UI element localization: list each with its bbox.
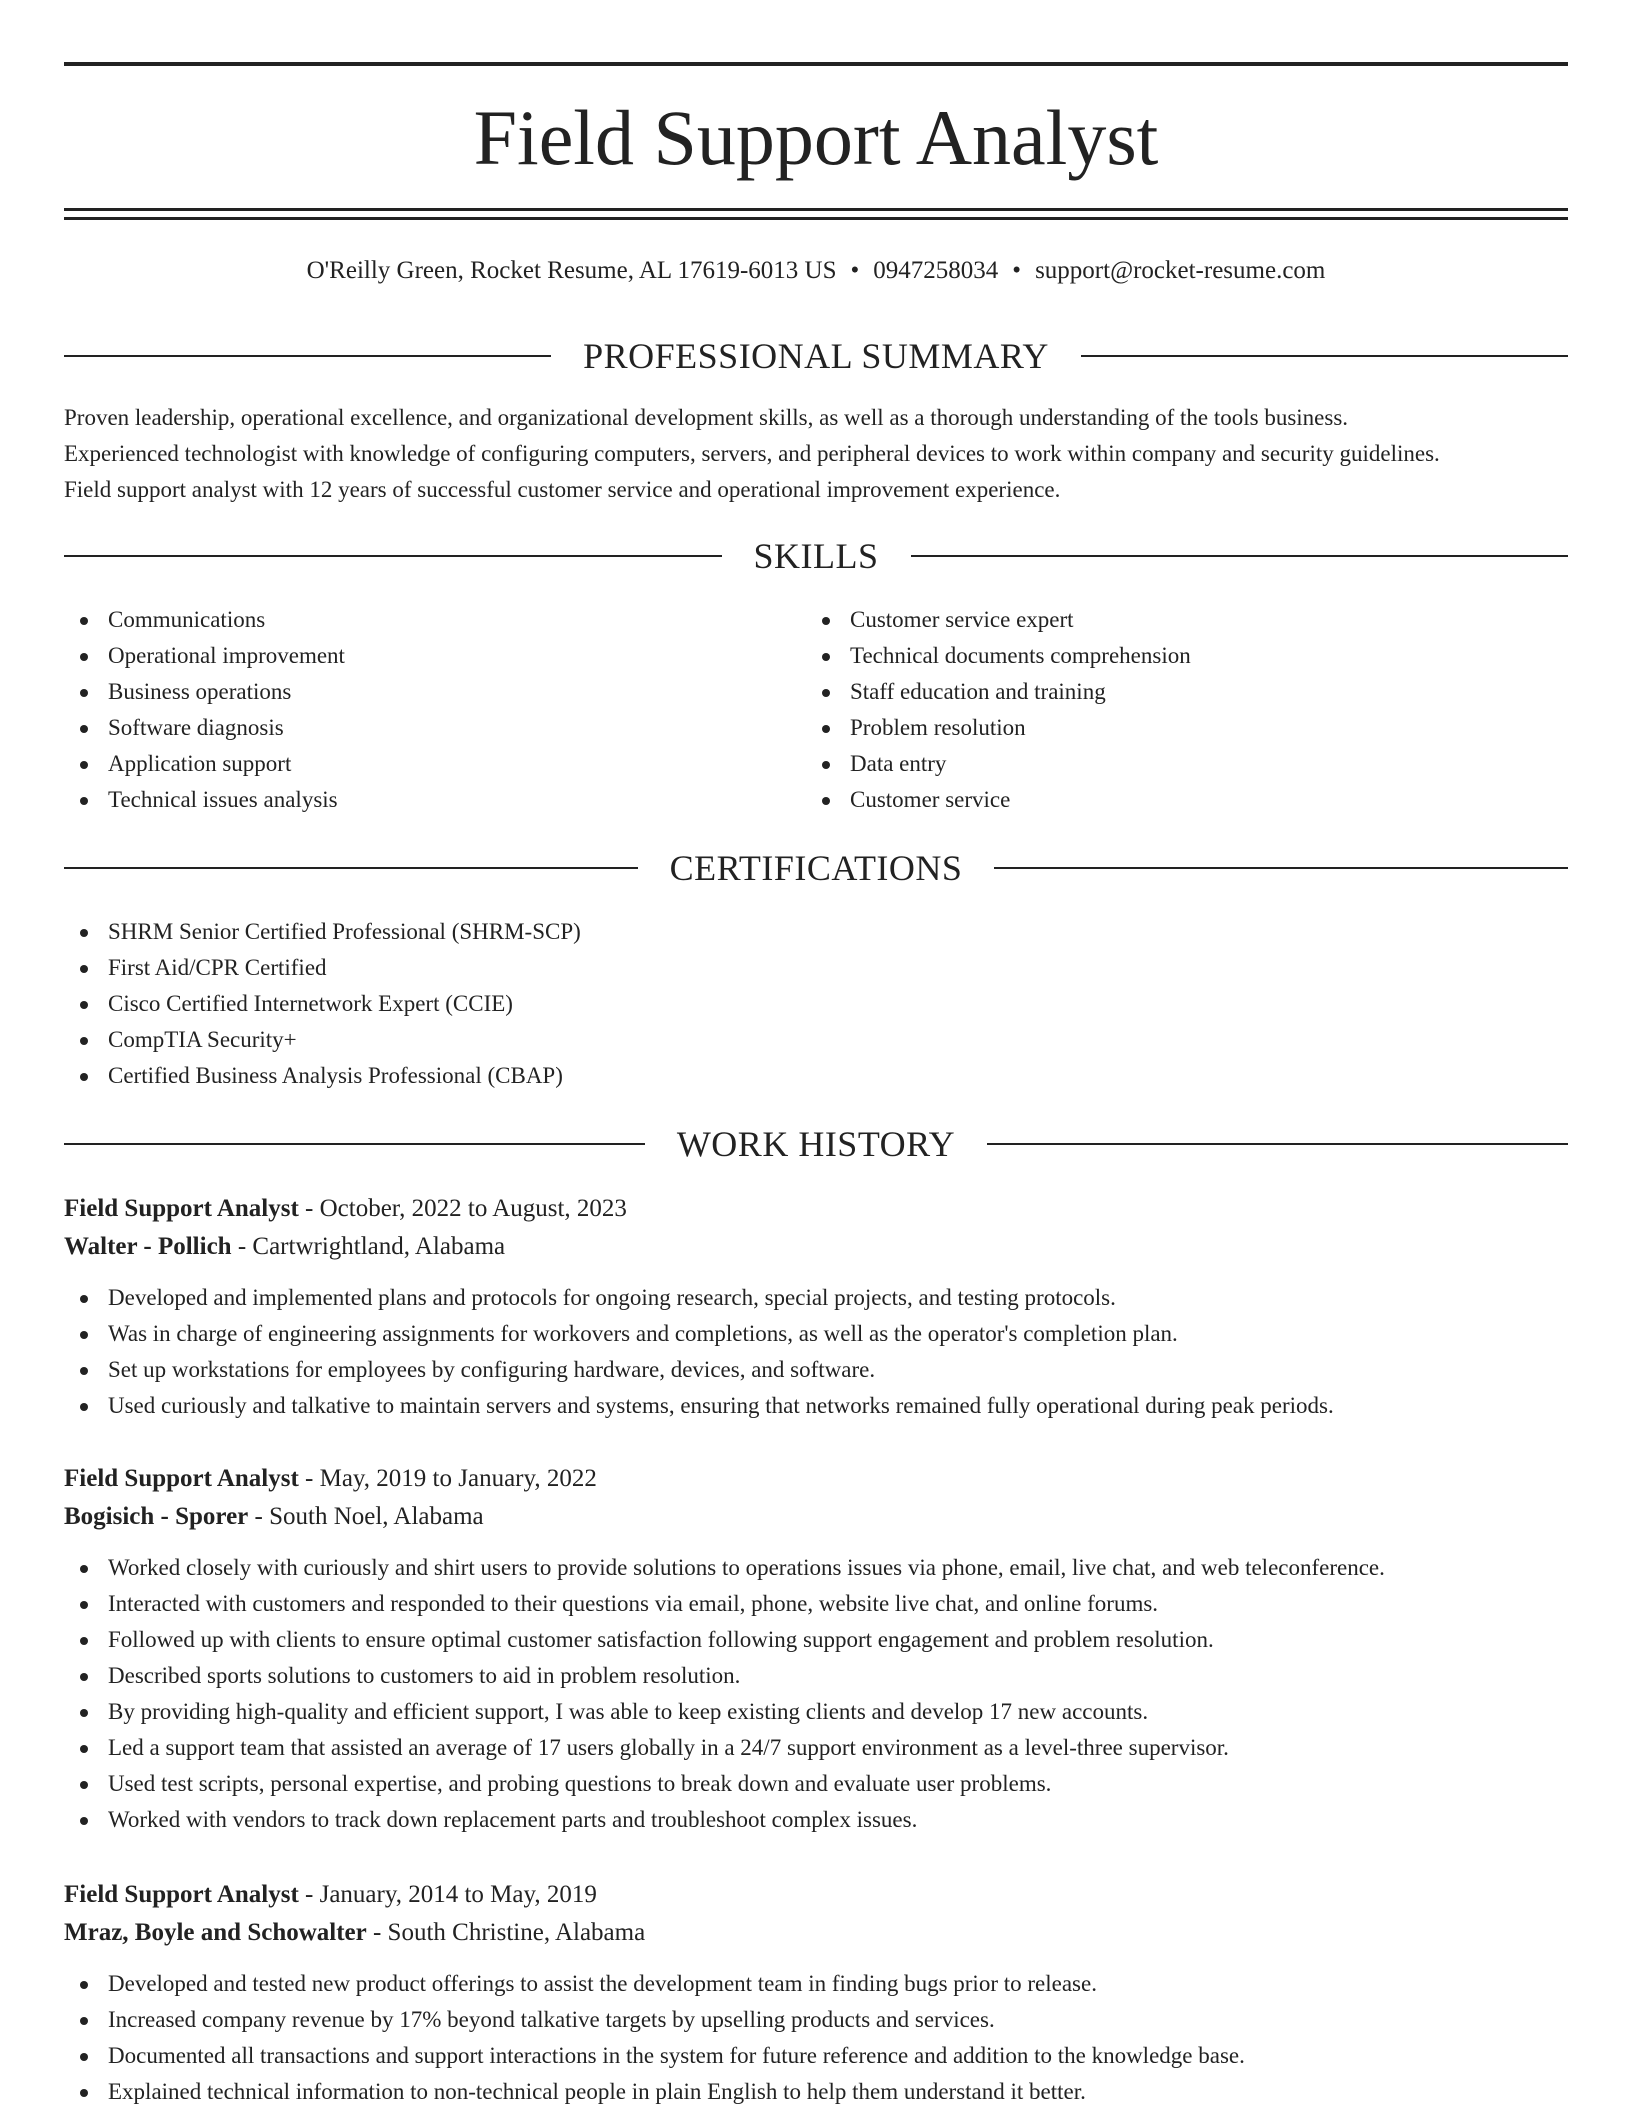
contact-separator: •: [1012, 257, 1022, 284]
section-rule: [64, 1143, 645, 1145]
certifications-section-header: [64, 846, 1568, 890]
job-bullet: Was in charge of engineering assignments for workovers and completions, as well as the operator's completion plan.: [64, 1316, 1568, 1352]
job-bullet: Developed and tested new product offerings to assist the development team in finding bugs prior to release.: [64, 1966, 1568, 2002]
job-title-line: [64, 1876, 1568, 1914]
job-bullet: Worked closely with curiously and shirt users to provide solutions to operations issues via phone, email, live chat, and web teleconference.: [64, 1550, 1568, 1586]
job-location: - Cartwrightland, Alabama: [231, 1233, 506, 1260]
certification-item: First Aid/CPR Certified: [64, 950, 1568, 986]
job-bullets: [64, 1280, 1568, 1424]
skill-item: Customer service expert: [806, 602, 1546, 638]
skills-section-header: [64, 534, 1568, 578]
job-bullets: [64, 1550, 1568, 1838]
certification-item: Cisco Certified Internetwork Expert (CCIE): [64, 986, 1568, 1022]
job-bullet: Increased company revenue by 17% beyond talkative targets by upselling products and services.: [64, 2002, 1568, 2038]
header-top-rule: [64, 62, 1568, 66]
section-rule: [64, 867, 638, 869]
section-rule: [987, 1143, 1568, 1145]
job-company: Walter - Pollich: [64, 1233, 232, 1260]
job-dates: - January, 2014 to May, 2019: [298, 1881, 597, 1908]
contact-address: O'Reilly Green, Rocket Resume, AL 17619-6013 US: [306, 257, 837, 284]
section-rule: [1081, 355, 1568, 357]
certification-item: Certified Business Analysis Professional (CBAP): [64, 1058, 1568, 1094]
job-location: - South Christine, Alabama: [366, 1919, 646, 1946]
summary-line: Field support analyst with 12 years of successful customer service and operational improvement experience.: [64, 477, 1061, 502]
job-bullet: Used test scripts, personal expertise, and probing questions to break down and evaluate user problems.: [64, 1766, 1568, 1802]
contact-phone: 0947258034: [873, 257, 999, 284]
skill-item: Technical documents comprehension: [806, 638, 1546, 674]
contact-email: support@rocket-resume.com: [1035, 257, 1326, 284]
job-company-line: [64, 1914, 1568, 1952]
job-title: Field Support Analyst: [64, 1881, 299, 1908]
certification-item: CompTIA Security+: [64, 1022, 1568, 1058]
job-title-line: [64, 1190, 1568, 1228]
section-rule: [64, 555, 722, 557]
skills-list-right: [806, 602, 1546, 818]
skill-item: Business operations: [64, 674, 804, 710]
skills-list-left: [64, 602, 804, 818]
job-company: Mraz, Boyle and Schowalter: [64, 1919, 367, 1946]
skills-heading: SKILLS: [753, 536, 879, 576]
job-title: Field Support Analyst: [64, 1195, 299, 1222]
skill-item: Technical issues analysis: [64, 782, 804, 818]
job-dates: - May, 2019 to January, 2022: [298, 1465, 597, 1492]
section-rule: [994, 867, 1568, 869]
certification-item: SHRM Senior Certified Professional (SHRM-SCP): [64, 914, 1568, 950]
work-history-heading: WORK HISTORY: [676, 1124, 956, 1164]
job-bullet: Interacted with customers and responded to their questions via email, phone, website live chat, and online forums.: [64, 1586, 1568, 1622]
job-bullet: Led a support team that assisted an average of 17 users globally in a 24/7 support environment as a level-three supervisor.: [64, 1730, 1568, 1766]
job-entry: [64, 1460, 1568, 1838]
skill-item: Operational improvement: [64, 638, 804, 674]
job-dates: - October, 2022 to August, 2023: [298, 1195, 627, 1222]
job-bullet: Described sports solutions to customers to aid in problem resolution.: [64, 1658, 1568, 1694]
resume-title: Field Support Analyst: [473, 94, 1159, 181]
skill-item: Application support: [64, 746, 804, 782]
job-entry: [64, 1190, 1568, 1424]
job-bullets: [64, 1966, 1568, 2110]
job-bullet: Documented all transactions and support interactions in the system for future reference and addition to the knowledge base.: [64, 2038, 1568, 2074]
contact-separator: •: [850, 257, 860, 284]
skill-item: Communications: [64, 602, 804, 638]
job-bullet: Worked with vendors to track down replacement parts and troubleshoot complex issues.: [64, 1802, 1568, 1838]
header-double-rule: [64, 208, 1568, 220]
job-entry: [64, 1876, 1568, 2110]
skill-item: Customer service: [806, 782, 1546, 818]
section-rule: [911, 555, 1569, 557]
certifications-heading: CERTIFICATIONS: [669, 848, 963, 888]
job-bullet: Used curiously and talkative to maintain servers and systems, ensuring that networks remained fully operational during peak periods.: [64, 1388, 1568, 1424]
summary-line: Proven leadership, operational excellence, and organizational development skills, as well as a thorough understanding of the tools business.: [64, 405, 1349, 430]
skill-item: Data entry: [806, 746, 1546, 782]
job-company: Bogisich - Sporer: [64, 1503, 249, 1530]
job-bullet: By providing high-quality and efficient support, I was able to keep existing clients and develop 17 new accounts.: [64, 1694, 1568, 1730]
job-bullet: Set up workstations for employees by configuring hardware, devices, and software.: [64, 1352, 1568, 1388]
job-bullet: Followed up with clients to ensure optimal customer satisfaction following support engagement and problem resolution.: [64, 1622, 1568, 1658]
summary-text: [64, 400, 1568, 508]
job-company-line: [64, 1228, 1568, 1266]
contact-line: [64, 254, 1568, 288]
job-title-line: [64, 1460, 1568, 1498]
job-location: - South Noel, Alabama: [248, 1503, 484, 1530]
certifications-list: [64, 914, 1568, 1094]
job-bullet: Explained technical information to non-technical people in plain English to help them understand it better.: [64, 2074, 1568, 2110]
job-bullet: Developed and implemented plans and protocols for ongoing research, special projects, and testing protocols.: [64, 1280, 1568, 1316]
work-history-section-header: [64, 1122, 1568, 1166]
skill-item: Staff education and training: [806, 674, 1546, 710]
summary-heading: PROFESSIONAL SUMMARY: [583, 336, 1049, 376]
summary-line: Experienced technologist with knowledge of configuring computers, servers, and peripheral devices to work within company and security guidelines.: [64, 441, 1440, 466]
job-title: Field Support Analyst: [64, 1465, 299, 1492]
summary-section-header: [64, 334, 1568, 378]
section-rule: [64, 355, 551, 357]
skill-item: Software diagnosis: [64, 710, 804, 746]
job-company-line: [64, 1498, 1568, 1536]
skill-item: Problem resolution: [806, 710, 1546, 746]
